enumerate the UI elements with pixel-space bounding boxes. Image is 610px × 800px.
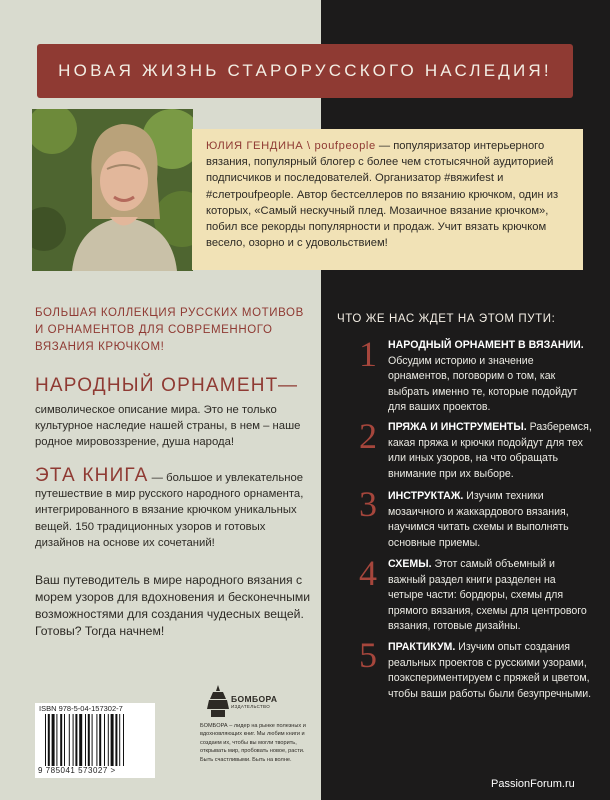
publisher-name: БОМБОРА	[231, 694, 278, 704]
item-heading: ИНСТРУКТАЖ.	[388, 490, 464, 502]
journey-item	[388, 640, 593, 702]
journey-item	[388, 557, 593, 635]
item-text: Изучим техники мозаичного и жаккардового вязания, научимся читать схемы и выполнять основные приемы.	[388, 490, 569, 549]
watermark: PassionForum.ru	[491, 778, 575, 790]
item-number: 1	[359, 334, 377, 374]
ornament-dash: —	[278, 375, 299, 396]
isbn-number: ISBN 978-5-04-157302-7	[39, 704, 123, 713]
journey-title: ЧТО ЖЕ НАС ЖДЕТ НА ЭТОМ ПУТИ:	[337, 313, 556, 325]
author-name: ЮЛИЯ ГЕНДИНА \ poufpeople	[206, 140, 376, 152]
journey-item	[388, 489, 593, 551]
isbn-barcode-block	[35, 703, 155, 778]
isbn-digits: 9 785041 573027 >	[38, 766, 116, 775]
item-text: Обсудим историю и значение орнаментов, поговорим о том, как выбрать именно те, которые подойдут для ваших проектов.	[388, 354, 578, 413]
item-heading: СХЕМЫ.	[388, 558, 432, 570]
ornament-heading-line	[35, 375, 298, 397]
item-heading: НАРОДНЫЙ ОРНАМЕНТ В ВЯЗАНИИ.	[388, 339, 584, 351]
publisher-subtitle: ИЗДАТЕЛЬСТВО	[231, 704, 271, 709]
publisher-text: БОМБОРА – лидер на рынке полезных и вдохновляющих книг. Мы любим книги и создаем их, чтобы вы могли творить, открывать мир, пробовать новое, расти. Быть счастливыми. Быть на волне.	[200, 723, 306, 763]
item-text: Изучим опыт создания реальных проектов с русскими узорами, поэкспериментируем с пряжей и цветом, чтобы ваши работы были безупречными.	[388, 641, 592, 700]
barcode-icon	[45, 714, 145, 766]
banner-title: НОВАЯ ЖИЗНЬ СТАРОРУССКОГО НАСЛЕДИЯ!	[58, 61, 552, 80]
ornament-text: символическое описание мира. Это не только культурное наследие нашей страны, в нем – наше родное мировоззрение, душа народа!	[35, 404, 301, 449]
journey-item	[388, 338, 593, 416]
item-number: 5	[359, 635, 377, 675]
title-banner	[37, 44, 573, 98]
item-number: 4	[359, 553, 377, 593]
book-text: — большое и увлекательное путешествие в мир русского народного орнамента, интегрированного в вязание крючком уникальных вещей. 150 традиционных узоров и готовых дизайнов на основе их сочетаний!	[35, 472, 304, 549]
book-heading: ЭТА КНИГА	[35, 465, 149, 486]
item-number: 2	[359, 416, 377, 456]
bombora-logo-icon	[207, 685, 229, 717]
journey-item	[388, 420, 593, 482]
item-text: Этот самый объемный и важный раздел книги разделен на четыре части: бордюры, схемы для прямого вязания, схемы для центрового вязания, готовые дизайны.	[388, 558, 587, 632]
item-text: Разберемся, какая пряжа и крючки подойдут для тех или иных узоров, на что обращать внимание при их выборе.	[388, 421, 592, 480]
ornament-heading: НАРОДНЫЙ ОРНАМЕНТ	[35, 375, 279, 396]
item-number: 3	[359, 484, 377, 524]
author-bio	[206, 138, 573, 251]
collection-lead: БОЛЬШАЯ КОЛЛЕКЦИЯ РУССКИХ МОТИВОВ И ОРНАМЕНТОВ ДЛЯ СОВРЕМЕННОГО ВЯЗАНИЯ КРЮЧКОМ!	[35, 307, 304, 353]
author-bio-box	[192, 129, 583, 270]
author-bio-text: — популяризатор интерьерного вязания, популярный блогер с более чем стотысячной аудиторией подписчиков и последователей. Организатор #вяжиfest и #слетpoufpeople. Автор бестселлеров по вязанию крючком, один из которых, «Самый нескучный плед. Мозаичное вязание крючком», побил все рекорды популярности и продаж. Учит вязать крючком весело, озорно и с удовольствием!	[206, 140, 559, 250]
author-photo	[32, 109, 193, 271]
call-to-action: Ваш путеводитель в мире народного вязания с морем узоров для вдохновения и бесконечными возможностями для создания чудесных вещей. Готовы? Тогда начнем!	[35, 573, 311, 638]
item-heading: ПРАКТИКУМ.	[388, 641, 456, 653]
item-heading: ПРЯЖА И ИНСТРУМЕНТЫ.	[388, 421, 527, 433]
book-paragraph	[35, 466, 315, 551]
